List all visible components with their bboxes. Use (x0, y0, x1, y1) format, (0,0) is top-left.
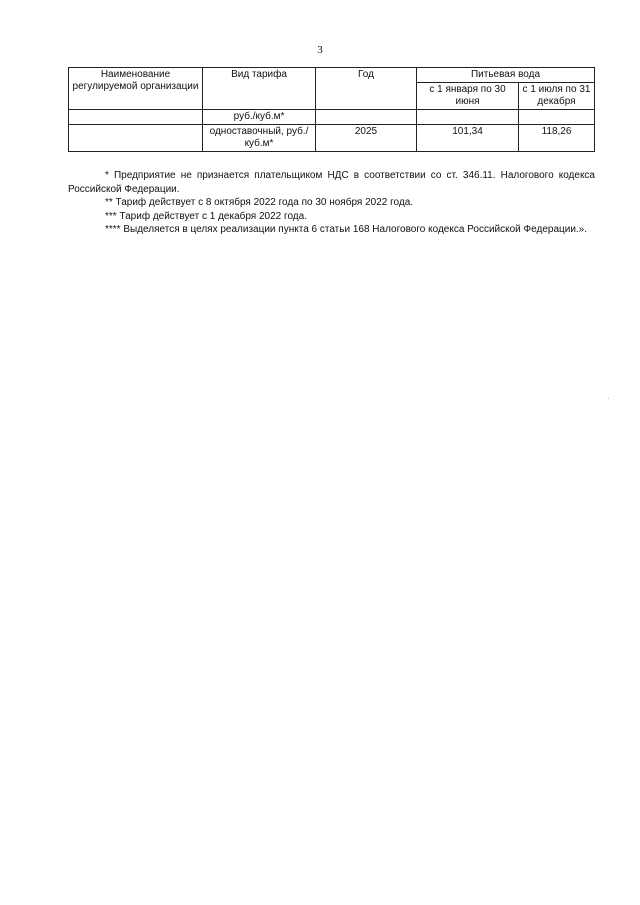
header-period-1: с 1 января по 30 июня (417, 83, 519, 110)
scan-speck (608, 398, 609, 399)
cell-period-1: 101,34 (417, 125, 519, 152)
cell-tariff-type: руб./куб.м* (203, 110, 316, 125)
footnote: **** Выделяется в целях реализации пункта 6 статьи 168 Налогового кодекса Российской Федерации.». (105, 224, 588, 235)
tariff-table (68, 67, 595, 152)
cell-period-1 (417, 110, 519, 125)
cell-year (316, 110, 417, 125)
footnote: * Предприятие не признается плательщиком НДС в соответствии со ст. 346.11. Налогового кодекса Российской Федерации. (68, 170, 595, 195)
table-header-row (69, 68, 595, 83)
header-year: Год (316, 68, 417, 110)
header-organization: Наименование регулируемой организации (69, 68, 203, 110)
table-row (69, 110, 595, 125)
header-period-2: с 1 июля по 31 декабря (519, 83, 595, 110)
cell-tariff-type: одноставочный, руб./куб.м* (203, 125, 316, 152)
footnote: ** Тариф действует с 8 октября 2022 года по 30 ноября 2022 года. (105, 197, 414, 208)
header-tariff-type: Вид тарифа (203, 68, 316, 110)
footnotes (68, 169, 595, 237)
cell-year: 2025 (316, 125, 417, 152)
cell-organization (69, 110, 203, 125)
page-number: 3 (317, 44, 323, 56)
footnote: *** Тариф действует с 1 декабря 2022 года. (105, 210, 307, 222)
table-row (69, 125, 595, 152)
header-drinking-water: Питьевая вода (417, 68, 595, 83)
cell-period-2: 118,26 (519, 125, 595, 152)
cell-organization (69, 125, 203, 152)
cell-period-2 (519, 110, 595, 125)
